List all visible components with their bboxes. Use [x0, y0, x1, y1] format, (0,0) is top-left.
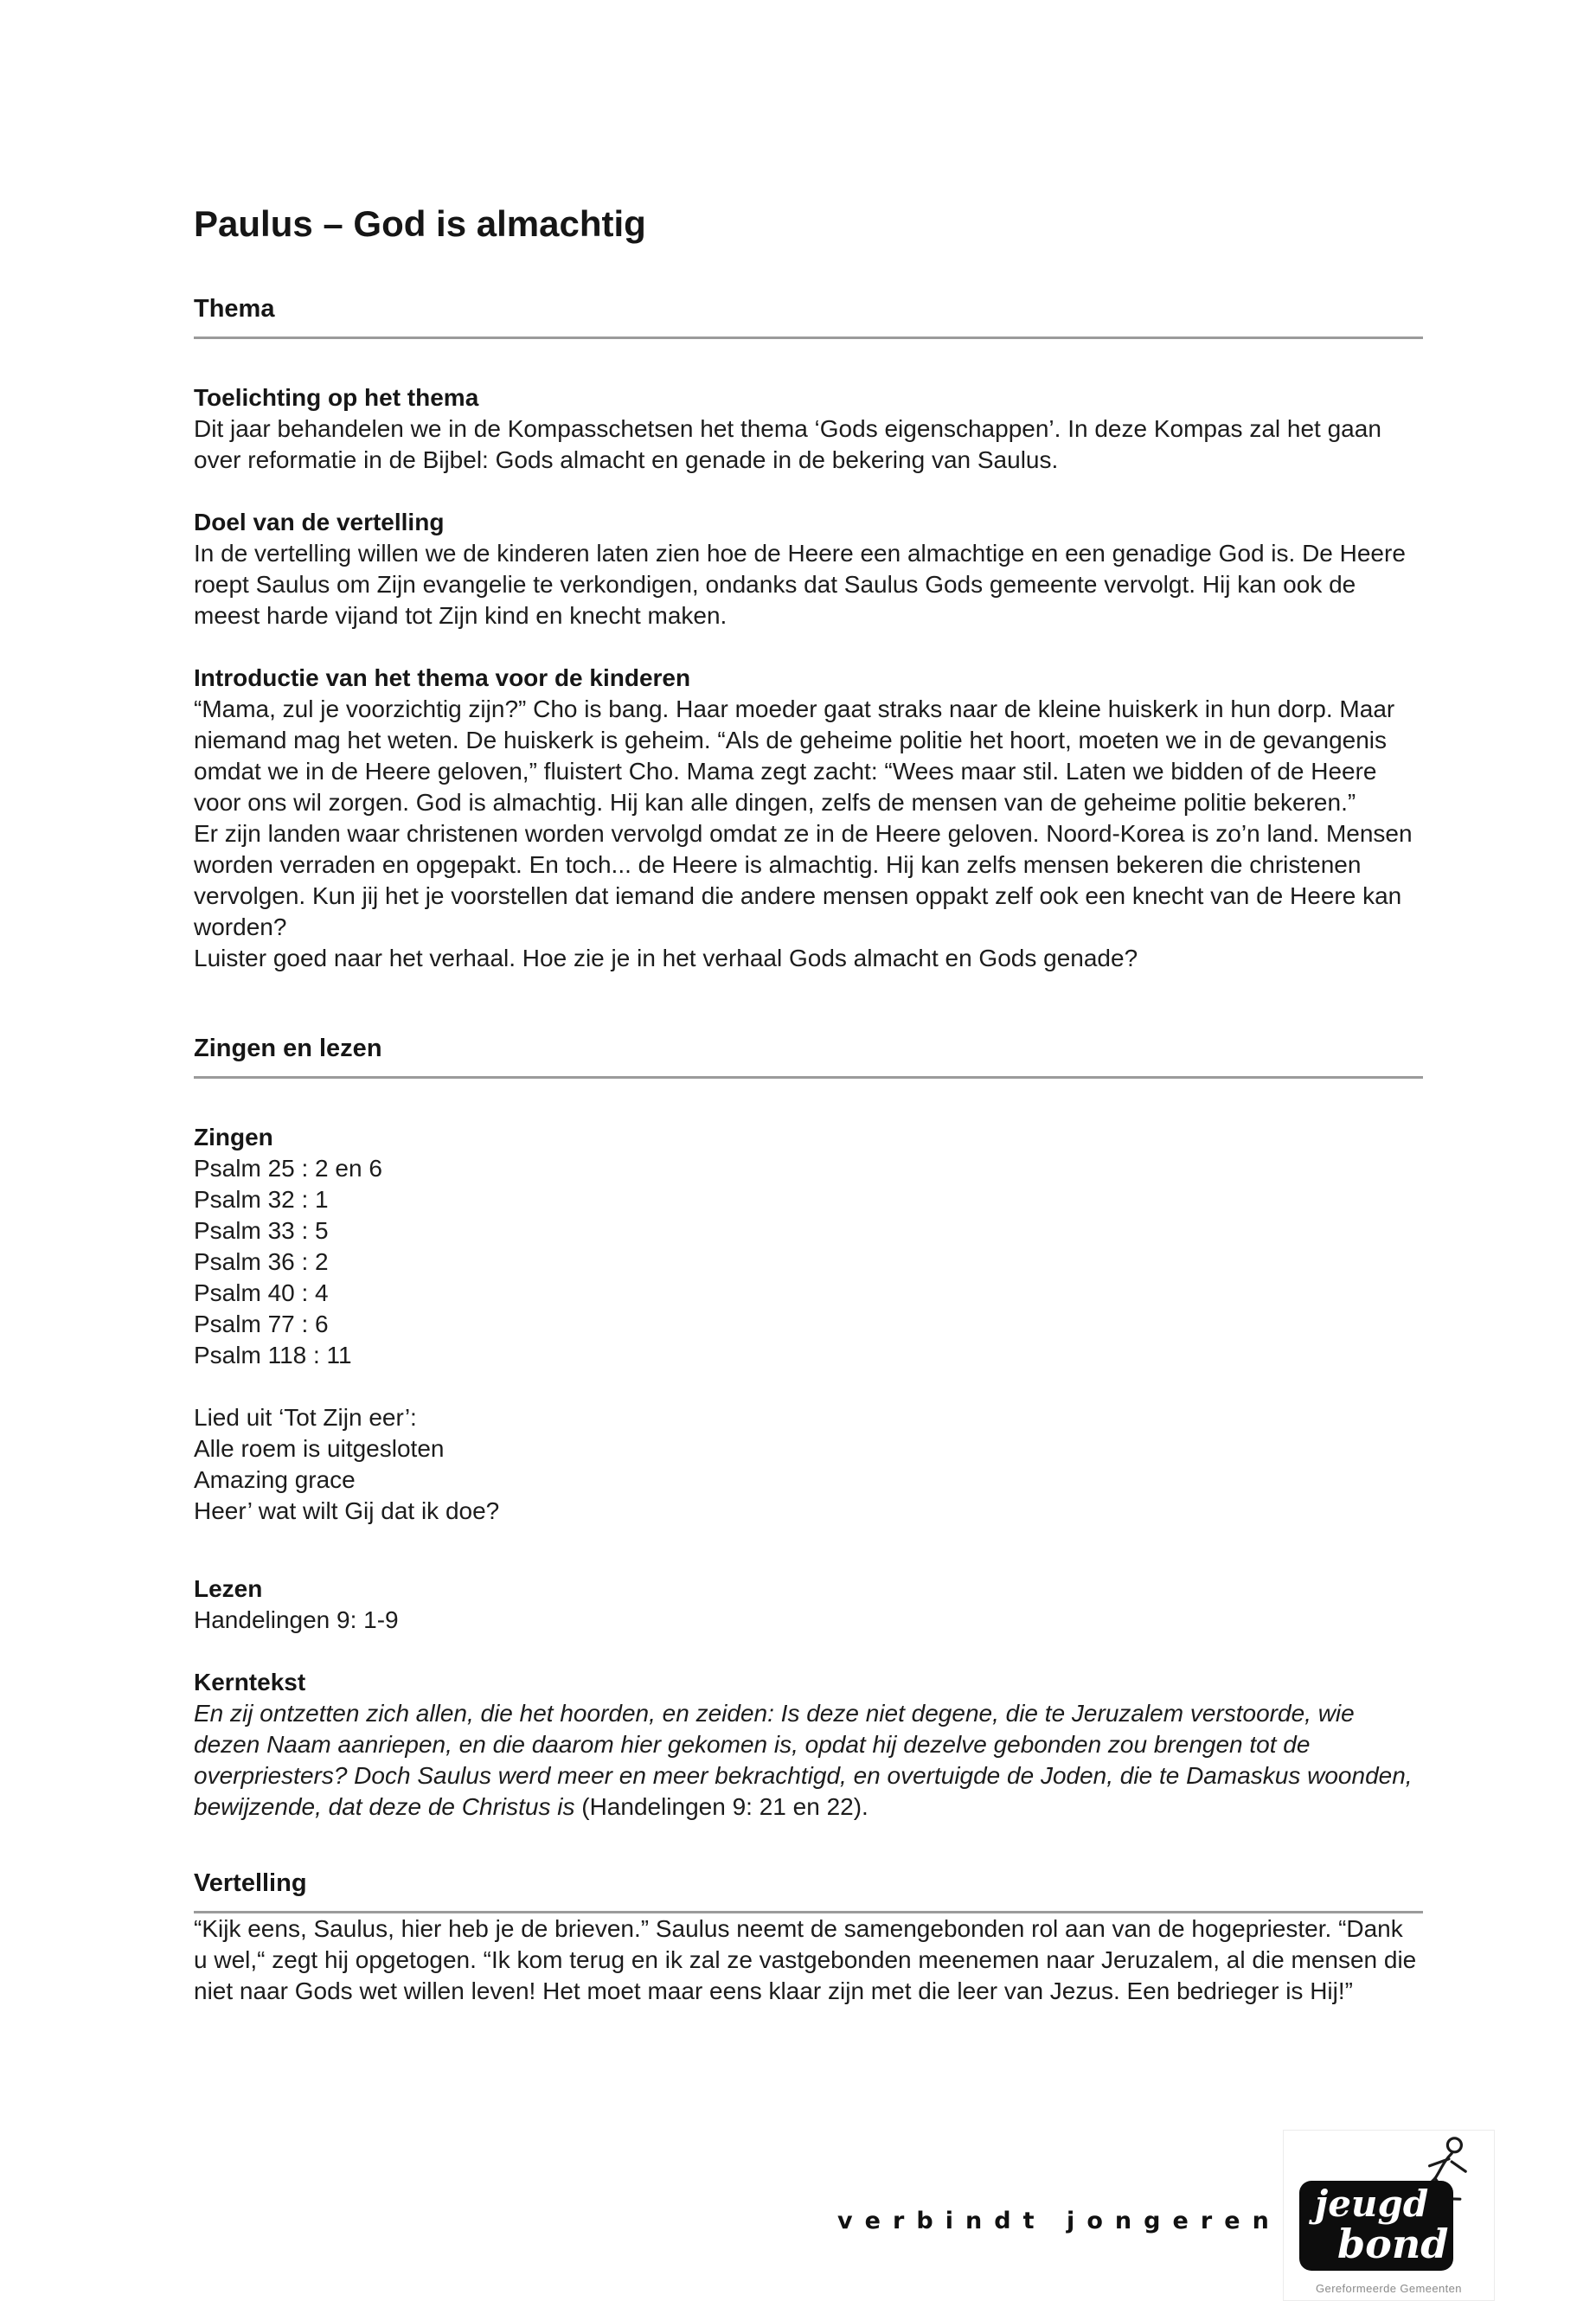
paragraph: “Kijk eens, Saulus, hier heb je de brieven.” Saulus neemt de samengebonden rol aan van de hogepriester. “Dank u wel,“ zegt hij opgetogen. “Ik kom terug en ik zal ze vastgebonden meenemen naar Jeruzalem, al die mensen die niet naar Gods wet willen leven! Het moet maar eens klaar zijn met die leer van Jezus. Een bedrieger is Hij!”	[194, 1915, 1417, 2004]
scripture-reference: Handelingen 9: 1-9	[194, 1606, 399, 1633]
section-heading-vertelling: Vertelling	[194, 1869, 307, 1897]
kerntekst-paragraph	[194, 1698, 1423, 1823]
subsection-lezen	[194, 1574, 1423, 1636]
jeugdbond-logo	[1283, 2130, 1495, 2301]
subsection-heading: Introductie van het thema voor de kinderen	[194, 664, 691, 691]
tagline: verbindt jongeren	[837, 2208, 1281, 2234]
subsection-heading: Lezen	[194, 1575, 263, 1602]
paragraph: Er zijn landen waar christenen worden vervolgd omdat ze in de Heere geloven. Noord-Korea is zo’n land. Mensen worden verraden en opgepakt. En toch... de Heere is almachtig. Hij kan zelfs mensen bekeren die christenen vervolgen. Kun jij het je voorstellen dat iemand die andere mensen oppakt zelf ook een knecht van de Heere kan worden?	[194, 820, 1413, 940]
paragraph: “Mama, zul je voorzichtig zijn?” Cho is bang. Haar moeder gaat straks naar de kleine huiskerk in hun dorp. Maar niemand mag het weten. De huiskerk is geheim. “Als de geheime politie het hoort, moeten we in de gevangenis omdat we in de Heere geloven,” fluistert Cho. Mama zegt zacht: “Wees maar stil. Laten we bidden of de Heere voor ons wil zorgen. God is almachtig. Hij kan alle dingen, zelfs de mensen van de geheime politie bekeren.”	[194, 695, 1395, 816]
psalm-line: Psalm 40 : 4	[194, 1279, 329, 1306]
logo-black-box	[1299, 2181, 1453, 2271]
subsection-heading: Doel van de vertelling	[194, 509, 445, 535]
kerntekst-quote: En zij ontzetten zich allen, die het hoorden, en zeiden: Is deze niet degene, die te Jeruzalem verstoorde, wie dezen Naam aanriepen, en die daarom hier gekomen is, opdat hij dezelve gebonden zou brengen tot de overpriesters? Doch Saulus werd meer en meer bekrachtigd, en overtuigde de Joden, die te Damaskus woonden, bewijzende, dat deze de Christus is	[194, 1700, 1413, 1820]
subsection-zingen	[194, 1122, 1423, 1371]
section-heading-zingen-en-lezen: Zingen en lezen	[194, 1035, 382, 1062]
section-heading-thema: Thema	[194, 295, 275, 323]
page-title: Paulus – God is almachtig	[194, 203, 646, 244]
subsection-heading: Zingen	[194, 1124, 273, 1150]
subsection-kerntekst	[194, 1667, 1423, 1823]
logo-text-jeugd: jeugd	[1315, 2182, 1429, 2225]
song-intro: Lied uit ‘Tot Zijn eer’:	[194, 1404, 417, 1431]
subsection-introductie	[194, 663, 1423, 974]
psalm-line: Psalm 33 : 5	[194, 1217, 329, 1244]
psalm-line: Psalm 32 : 1	[194, 1186, 329, 1213]
psalm-line: Psalm 77 : 6	[194, 1311, 329, 1337]
subsection-doel	[194, 507, 1423, 631]
logo-text-bond: bond	[1337, 2221, 1449, 2267]
section-divider-zingen	[194, 1076, 1423, 1079]
paragraph: In de vertelling willen we de kinderen laten zien hoe de Heere een almachtige en een genadige God is. De Heere roept Saulus om Zijn evangelie te verkondigen, ondanks dat Saulus Gods gemeente vervolgt. Hij kan ook de meest harde vijand tot Zijn kind en knecht maken.	[194, 540, 1406, 629]
psalm-line: Psalm 36 : 2	[194, 1248, 329, 1275]
song-line: Alle roem is uitgesloten	[194, 1435, 445, 1462]
psalm-line: Psalm 25 : 2 en 6	[194, 1155, 382, 1182]
paragraph: Luister goed naar het verhaal. Hoe zie je in het verhaal Gods almacht en Gods genade?	[194, 945, 1138, 971]
subsection-heading: Toelichting op het thema	[194, 384, 479, 411]
song-line: Amazing grace	[194, 1466, 356, 1493]
subsection-heading: Kerntekst	[194, 1669, 306, 1695]
song-line: Heer’ wat wilt Gij dat ik doe?	[194, 1497, 500, 1524]
paragraph: Dit jaar behandelen we in de Kompasschetsen het thema ‘Gods eigenschappen’. In deze Kompas zal het gaan over reformatie in de Bijbel: Gods almacht en genade in de bekering van Saulus.	[194, 415, 1381, 473]
logo-caption: Gereformeerde Gemeenten	[1316, 2282, 1462, 2295]
section-divider-thema	[194, 336, 1423, 339]
document-content	[194, 0, 1423, 2007]
subsection-toelichting	[194, 382, 1423, 476]
kerntekst-reference: (Handelingen 9: 21 en 22).	[574, 1793, 869, 1820]
psalm-line: Psalm 118 : 11	[194, 1342, 352, 1368]
subsection-lied	[194, 1402, 1423, 1527]
